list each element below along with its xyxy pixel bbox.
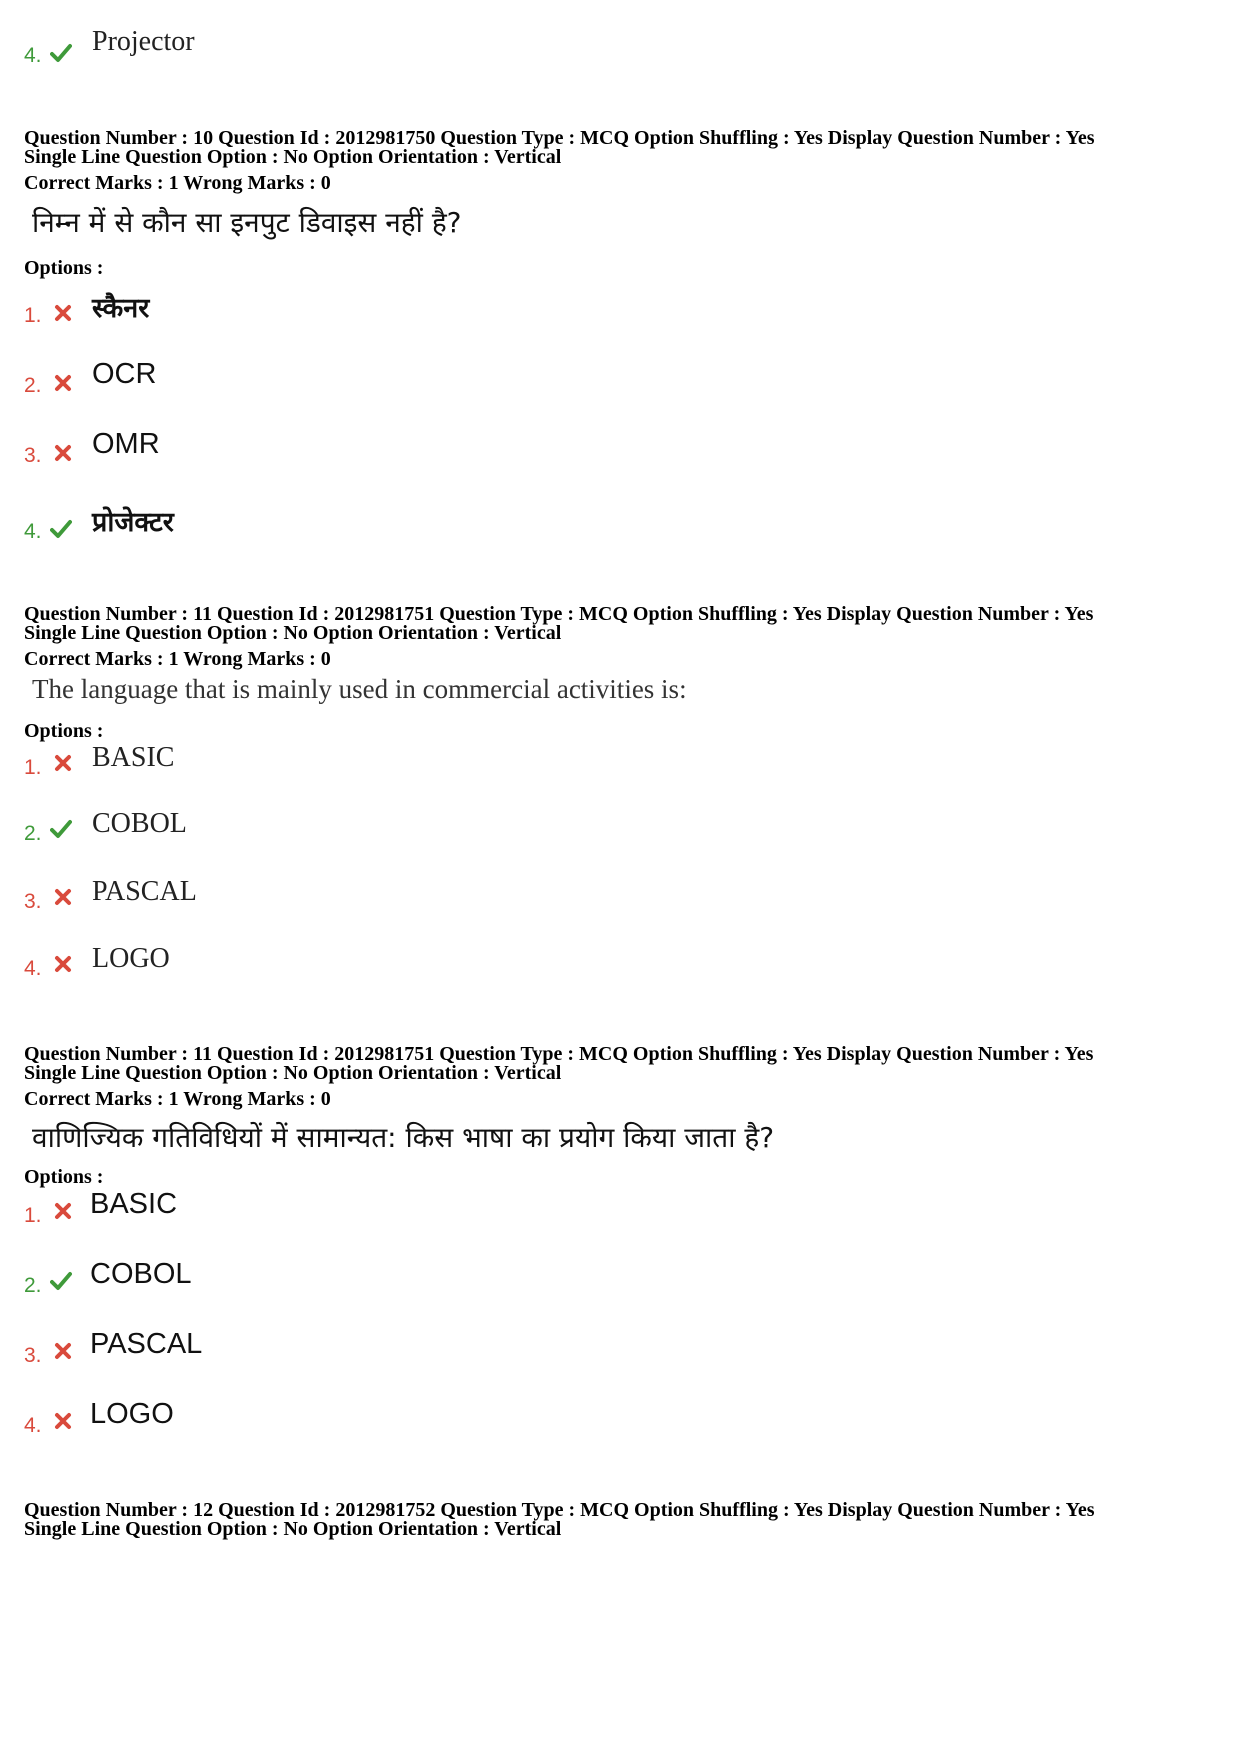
option-number: 4. [24,520,42,543]
option-text: OCR [92,358,157,390]
question-meta-line1: Question Number : 10 Question Id : 2012981750 Question Type : MCQ Option Shuffling : Yes Display Question Number : Yes [24,127,1095,149]
question-meta-line2: Single Line Question Option : No Option Orientation : Vertical [24,1518,562,1540]
option-number: 4. [24,44,42,67]
option-number: 1. [24,304,42,327]
options-label: Options : [24,720,104,742]
option-number: 4. [24,957,42,980]
cross-icon [52,302,74,324]
question-meta-line1: Question Number : 11 Question Id : 2012981751 Question Type : MCQ Option Shuffling : Yes Display Question Number : Yes [24,1043,1094,1065]
question-text: निम्न में से कौन सा इनपुट डिवाइस नहीं है? [32,206,462,239]
question-meta-line1: Question Number : 11 Question Id : 2012981751 Question Type : MCQ Option Shuffling : Yes Display Question Number : Yes [24,603,1094,625]
option-text: Projector [92,26,195,57]
question-meta-line2: Single Line Question Option : No Option Orientation : Vertical [24,146,562,168]
question-meta-line1: Question Number : 12 Question Id : 2012981752 Question Type : MCQ Option Shuffling : Yes Display Question Number : Yes [24,1499,1095,1521]
check-icon [50,518,72,540]
question-text: वाणिज्यिक गतिविधियों में सामान्यत: किस भाषा का प्रयोग किया जाता है? [32,1121,775,1154]
question-marks: Correct Marks : 1 Wrong Marks : 0 [24,1088,331,1110]
option-text: LOGO [92,943,170,974]
question-text: The language that is mainly used in commercial activities is: [32,674,687,704]
question-meta-line2: Single Line Question Option : No Option Orientation : Vertical [24,1062,562,1084]
check-icon [50,1270,72,1292]
option-number: 2. [24,822,42,845]
option-number: 1. [24,756,42,779]
check-icon [50,818,72,840]
option-number: 3. [24,444,42,467]
cross-icon [52,372,74,394]
check-icon [50,42,72,64]
cross-icon [52,1410,74,1432]
option-number: 3. [24,890,42,913]
question-marks: Correct Marks : 1 Wrong Marks : 0 [24,648,331,670]
option-number: 2. [24,1274,42,1297]
cross-icon [52,442,74,464]
option-number: 1. [24,1204,42,1227]
option-text: COBOL [90,1258,192,1290]
option-text: स्कैनर [92,293,150,324]
option-text: COBOL [92,808,187,839]
cross-icon [52,886,74,908]
cross-icon [52,1340,74,1362]
question-meta-line2: Single Line Question Option : No Option Orientation : Vertical [24,622,562,644]
cross-icon [52,752,74,774]
option-text: प्रोजेक्टर [92,507,174,538]
option-text: LOGO [90,1398,174,1430]
option-number: 2. [24,374,42,397]
options-label: Options : [24,257,104,279]
cross-icon [52,1200,74,1222]
option-text: OMR [92,428,160,460]
option-text: BASIC [92,742,175,773]
option-number: 3. [24,1344,42,1367]
option-number: 4. [24,1414,42,1437]
option-text: PASCAL [90,1328,203,1360]
options-label: Options : [24,1166,104,1188]
cross-icon [52,953,74,975]
option-text: PASCAL [92,876,197,907]
question-marks: Correct Marks : 1 Wrong Marks : 0 [24,172,331,194]
option-text: BASIC [90,1188,178,1220]
